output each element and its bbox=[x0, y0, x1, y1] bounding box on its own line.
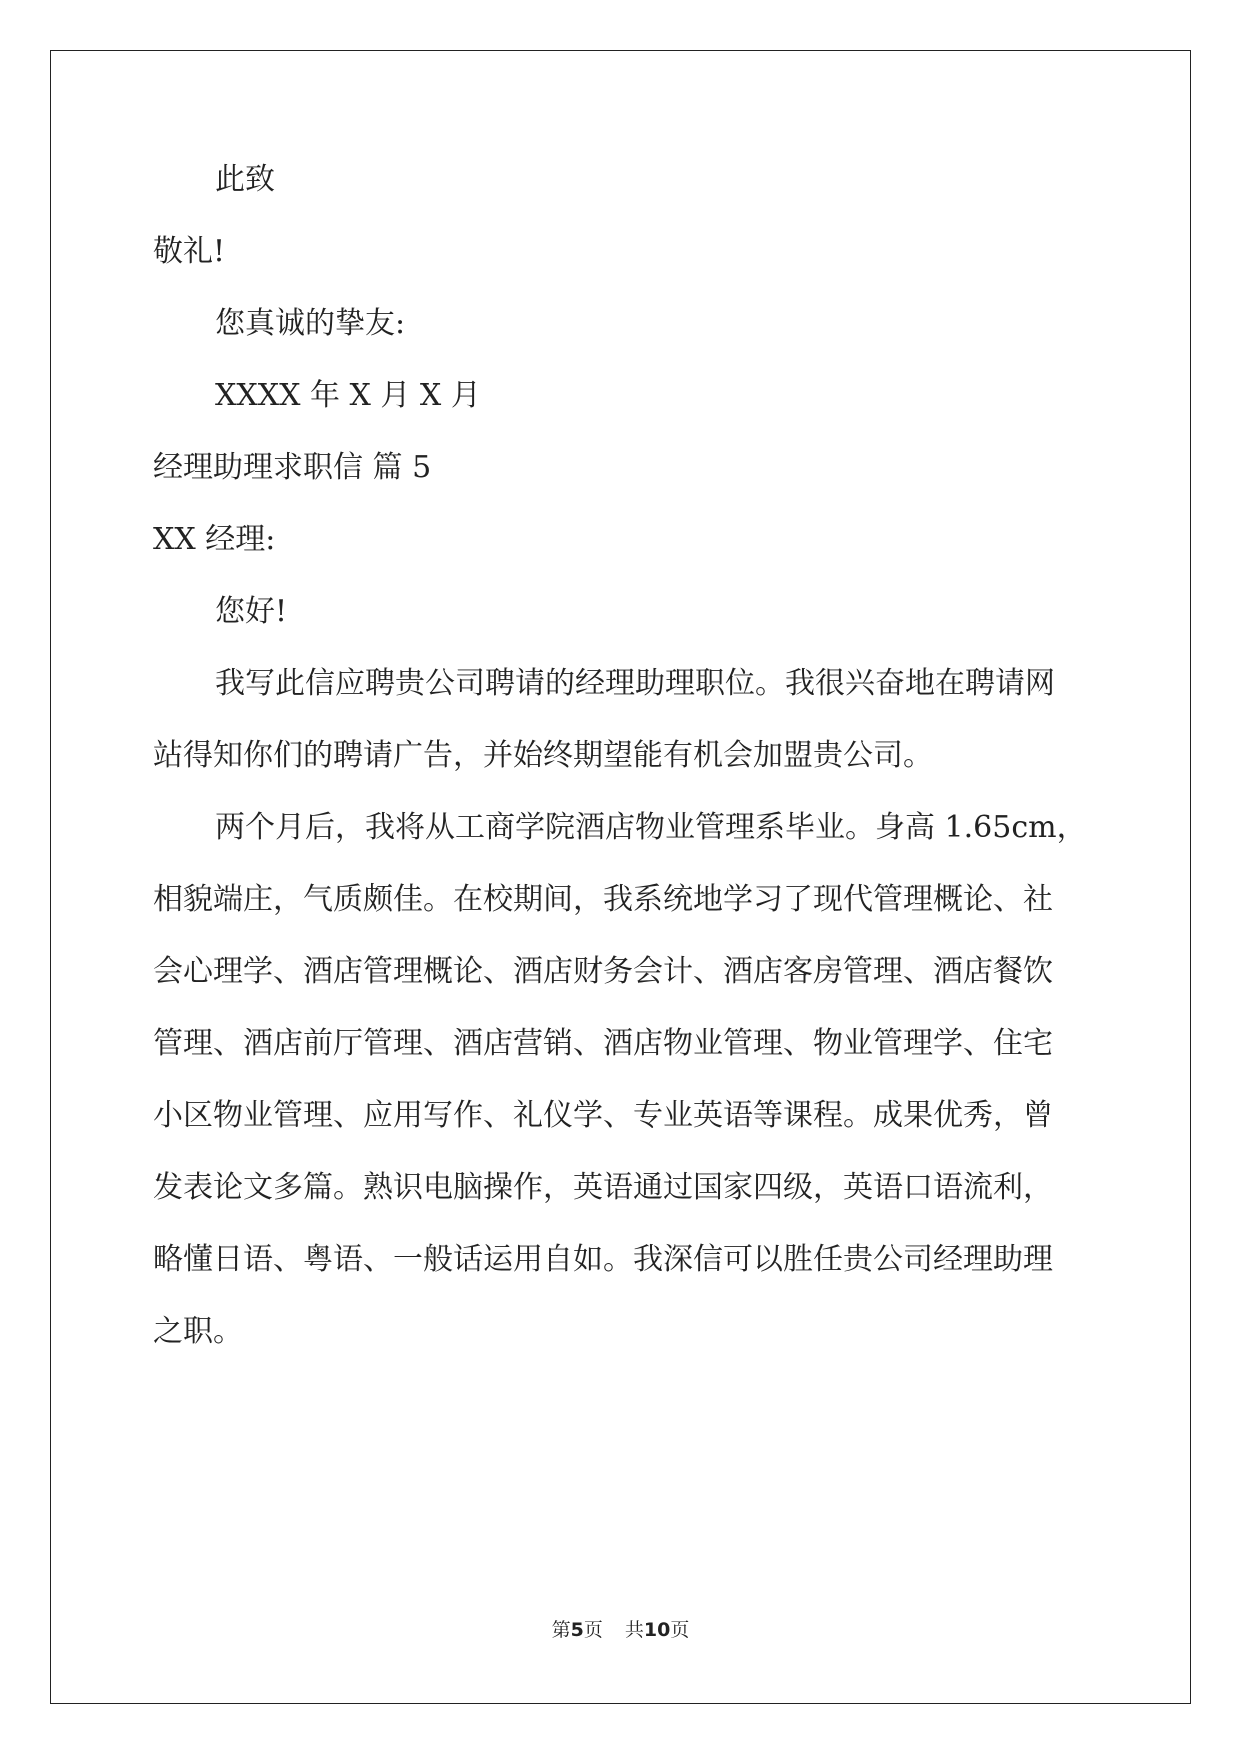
page-total-label: 共10页 bbox=[624, 1619, 690, 1641]
page-footer bbox=[0, 1618, 1241, 1642]
page-border bbox=[50, 50, 1191, 1704]
paragraph-2-line: 两个月后，我将从工商学院酒店物业管理系毕业。身高 1.65cm， bbox=[215, 810, 1087, 845]
paragraph-2-line: 略懂日语、粤语、一般话运用自如。我深信可以胜任贵公司经理助理 bbox=[153, 1242, 1053, 1277]
paragraph-2-line: 之职。 bbox=[153, 1314, 243, 1349]
paragraph-1-line: 我写此信应聘贵公司聘请的经理助理职位。我很兴奋地在聘请网 bbox=[215, 666, 1055, 701]
paragraph-2-line: 小区物业管理、应用写作、礼仪学、专业英语等课程。成果优秀，曾 bbox=[153, 1098, 1053, 1133]
paragraph-2-line: 会心理学、酒店管理概论、酒店财务会计、酒店客房管理、酒店餐饮 bbox=[153, 954, 1053, 989]
paragraph-2-line: 管理、酒店前厅管理、酒店营销、酒店物业管理、物业管理学、住宅 bbox=[153, 1026, 1053, 1061]
signature-line: 您真诚的挚友: bbox=[215, 306, 406, 341]
paragraph-2-line: 发表论文多篇。熟识电脑操作，英语通过国家四级，英语口语流利， bbox=[153, 1170, 1053, 1205]
date-line: XXXX 年 X 月 X 月 bbox=[215, 378, 481, 413]
greeting: 您好! bbox=[215, 594, 288, 629]
page-number-label: 第5页 bbox=[551, 1619, 603, 1641]
paragraph-1-line: 站得知你们的聘请广告，并始终期望能有机会加盟贵公司。 bbox=[153, 738, 933, 773]
salutation: XX 经理: bbox=[153, 522, 276, 557]
closing-line-1: 此致 bbox=[215, 162, 275, 197]
section-heading: 经理助理求职信 篇 5 bbox=[153, 450, 432, 485]
closing-line-2: 敬礼! bbox=[153, 234, 226, 269]
paragraph-2-line: 相貌端庄，气质颇佳。在校期间，我系统地学习了现代管理概论、社 bbox=[153, 882, 1053, 917]
